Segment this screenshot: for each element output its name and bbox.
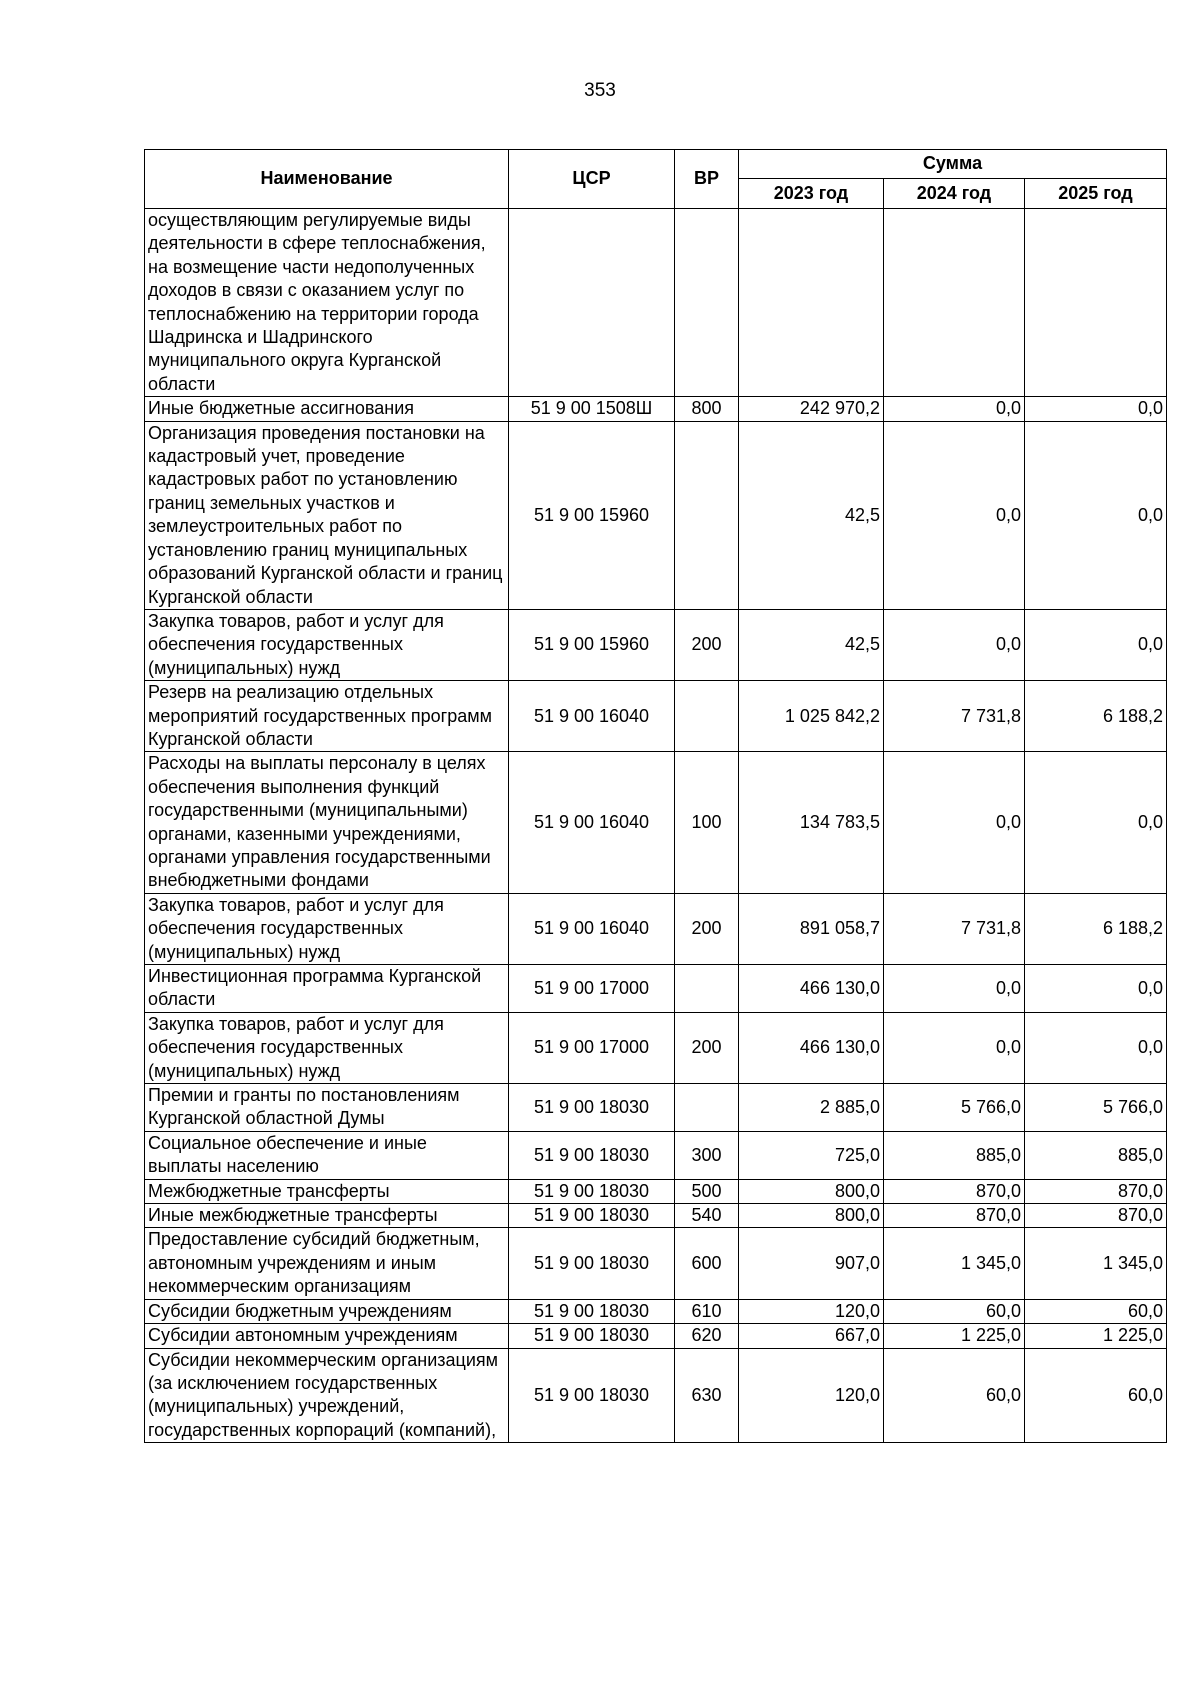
cell-y2024: 870,0 [884, 1204, 1025, 1228]
cell-name: Инвестиционная программа Курганской области [145, 965, 509, 1013]
cell-y2025: 0,0 [1025, 397, 1167, 421]
cell-csr: 51 9 00 18030 [509, 1084, 675, 1132]
cell-csr: 51 9 00 16040 [509, 681, 675, 752]
cell-y2025: 0,0 [1025, 1012, 1167, 1083]
cell-csr: 51 9 00 17000 [509, 965, 675, 1013]
cell-y2024: 7 731,8 [884, 893, 1025, 964]
cell-y2024: 5 766,0 [884, 1084, 1025, 1132]
table-row [145, 397, 1167, 421]
cell-y2025: 0,0 [1025, 609, 1167, 680]
cell-y2025: 5 766,0 [1025, 1084, 1167, 1132]
cell-y2023: 800,0 [739, 1179, 884, 1203]
cell-y2024: 0,0 [884, 397, 1025, 421]
header-year-2025: 2025 год [1025, 178, 1167, 208]
cell-vr [675, 965, 739, 1013]
cell-y2024: 870,0 [884, 1179, 1025, 1203]
header-row-top [145, 150, 1167, 179]
cell-csr: 51 9 00 15960 [509, 421, 675, 609]
cell-vr: 800 [675, 397, 739, 421]
cell-vr: 620 [675, 1324, 739, 1348]
cell-vr: 100 [675, 752, 739, 893]
cell-name: Организация проведения постановки на кадастровый учет, проведение кадастровых работ по установлению границ земельных участков и землеустроительных работ по установлению границ муниципальных образований Курганской области и границ Курганской области [145, 421, 509, 609]
table-row [145, 1324, 1167, 1348]
cell-y2025: 1 225,0 [1025, 1324, 1167, 1348]
cell-name: Межбюджетные трансферты [145, 1179, 509, 1203]
cell-y2023: 725,0 [739, 1131, 884, 1179]
cell-vr [675, 1084, 739, 1132]
cell-y2023: 42,5 [739, 421, 884, 609]
cell-y2025: 1 345,0 [1025, 1228, 1167, 1299]
cell-y2024 [884, 209, 1025, 397]
cell-y2023: 1 025 842,2 [739, 681, 884, 752]
cell-csr: 51 9 00 16040 [509, 893, 675, 964]
cell-y2025: 870,0 [1025, 1179, 1167, 1203]
header-year-2023: 2023 год [739, 178, 884, 208]
cell-name: Закупка товаров, работ и услуг для обеспечения государственных (муниципальных) нужд [145, 893, 509, 964]
cell-csr: 51 9 00 18030 [509, 1324, 675, 1348]
cell-y2024: 60,0 [884, 1299, 1025, 1323]
table-row [145, 965, 1167, 1013]
cell-y2024: 1 345,0 [884, 1228, 1025, 1299]
table-row [145, 1131, 1167, 1179]
cell-vr: 500 [675, 1179, 739, 1203]
cell-y2023: 42,5 [739, 609, 884, 680]
cell-csr: 51 9 00 15960 [509, 609, 675, 680]
cell-csr: 51 9 00 1508Ш [509, 397, 675, 421]
cell-name: Закупка товаров, работ и услуг для обеспечения государственных (муниципальных) нужд [145, 609, 509, 680]
page-number: 353 [584, 80, 616, 101]
cell-vr: 600 [675, 1228, 739, 1299]
table-row [145, 421, 1167, 609]
cell-csr: 51 9 00 18030 [509, 1179, 675, 1203]
cell-csr: 51 9 00 18030 [509, 1348, 675, 1443]
cell-y2024: 60,0 [884, 1348, 1025, 1443]
cell-csr: 51 9 00 18030 [509, 1204, 675, 1228]
cell-vr [675, 421, 739, 609]
cell-vr: 200 [675, 1012, 739, 1083]
cell-y2024: 0,0 [884, 609, 1025, 680]
cell-csr: 51 9 00 18030 [509, 1299, 675, 1323]
cell-y2025: 885,0 [1025, 1131, 1167, 1179]
cell-name: Премии и гранты по постановлениям Курганской областной Думы [145, 1084, 509, 1132]
cell-y2025: 60,0 [1025, 1299, 1167, 1323]
cell-y2023: 242 970,2 [739, 397, 884, 421]
table-row [145, 681, 1167, 752]
cell-y2025 [1025, 209, 1167, 397]
cell-y2023: 800,0 [739, 1204, 884, 1228]
header-year-2024: 2024 год [884, 178, 1025, 208]
cell-vr: 610 [675, 1299, 739, 1323]
cell-vr: 300 [675, 1131, 739, 1179]
cell-csr: 51 9 00 16040 [509, 752, 675, 893]
cell-name: Иные бюджетные ассигнования [145, 397, 509, 421]
cell-name: Социальное обеспечение и иные выплаты населению [145, 1131, 509, 1179]
cell-y2023: 907,0 [739, 1228, 884, 1299]
table-row [145, 609, 1167, 680]
cell-vr: 200 [675, 893, 739, 964]
cell-y2023: 466 130,0 [739, 965, 884, 1013]
cell-y2023: 667,0 [739, 1324, 884, 1348]
cell-name: Субсидии автономным учреждениям [145, 1324, 509, 1348]
cell-y2023: 120,0 [739, 1348, 884, 1443]
cell-name: осуществляющим регулируемые виды деятельности в сфере теплоснабжения, на возмещение части недополученных доходов в связи с оказанием услуг по теплоснабжению на территории города Шадринска и Шадринского муниципального округа Курганской области [145, 209, 509, 397]
cell-name: Расходы на выплаты персоналу в целях обеспечения выполнения функций государственными (муниципальными) органами, казенными учреждениями, органами управления государственными внебюджетными фондами [145, 752, 509, 893]
cell-y2025: 60,0 [1025, 1348, 1167, 1443]
header-vr: ВР [675, 150, 739, 209]
cell-y2025: 0,0 [1025, 752, 1167, 893]
cell-y2025: 6 188,2 [1025, 681, 1167, 752]
cell-y2023: 466 130,0 [739, 1012, 884, 1083]
cell-y2025: 0,0 [1025, 965, 1167, 1013]
cell-y2025: 870,0 [1025, 1204, 1167, 1228]
budget-table [144, 149, 1167, 1443]
cell-name: Иные межбюджетные трансферты [145, 1204, 509, 1228]
cell-csr [509, 209, 675, 397]
table-row [145, 209, 1167, 397]
table-row [145, 893, 1167, 964]
table-row [145, 1228, 1167, 1299]
cell-vr [675, 209, 739, 397]
cell-y2025: 0,0 [1025, 421, 1167, 609]
cell-vr: 540 [675, 1204, 739, 1228]
table-row [145, 752, 1167, 893]
cell-y2025: 6 188,2 [1025, 893, 1167, 964]
cell-name: Субсидии бюджетным учреждениям [145, 1299, 509, 1323]
cell-vr: 630 [675, 1348, 739, 1443]
cell-y2023: 2 885,0 [739, 1084, 884, 1132]
header-csr: ЦСР [509, 150, 675, 209]
header-name: Наименование [145, 150, 509, 209]
cell-y2024: 0,0 [884, 421, 1025, 609]
table-row [145, 1012, 1167, 1083]
table-row [145, 1204, 1167, 1228]
cell-y2024: 0,0 [884, 1012, 1025, 1083]
cell-y2023: 134 783,5 [739, 752, 884, 893]
table-row [145, 1299, 1167, 1323]
cell-vr: 200 [675, 609, 739, 680]
table-body [145, 209, 1167, 1443]
header-sum: Сумма [739, 150, 1167, 179]
cell-vr [675, 681, 739, 752]
cell-y2023: 891 058,7 [739, 893, 884, 964]
cell-csr: 51 9 00 18030 [509, 1131, 675, 1179]
cell-csr: 51 9 00 18030 [509, 1228, 675, 1299]
table-row [145, 1179, 1167, 1203]
cell-y2024: 0,0 [884, 965, 1025, 1013]
cell-y2024: 7 731,8 [884, 681, 1025, 752]
cell-name: Субсидии некоммерческим организациям (за исключением государственных (муниципальных) учреждений, государственных корпораций (компаний), [145, 1348, 509, 1443]
cell-name: Закупка товаров, работ и услуг для обеспечения государственных (муниципальных) нужд [145, 1012, 509, 1083]
cell-csr: 51 9 00 17000 [509, 1012, 675, 1083]
cell-y2024: 1 225,0 [884, 1324, 1025, 1348]
cell-y2023 [739, 209, 884, 397]
cell-y2024: 0,0 [884, 752, 1025, 893]
table-row [145, 1084, 1167, 1132]
table-row [145, 1348, 1167, 1443]
cell-y2024: 885,0 [884, 1131, 1025, 1179]
cell-name: Резерв на реализацию отдельных мероприятий государственных программ Курганской области [145, 681, 509, 752]
cell-y2023: 120,0 [739, 1299, 884, 1323]
cell-name: Предоставление субсидий бюджетным, автономным учреждениям и иным некоммерческим организациям [145, 1228, 509, 1299]
